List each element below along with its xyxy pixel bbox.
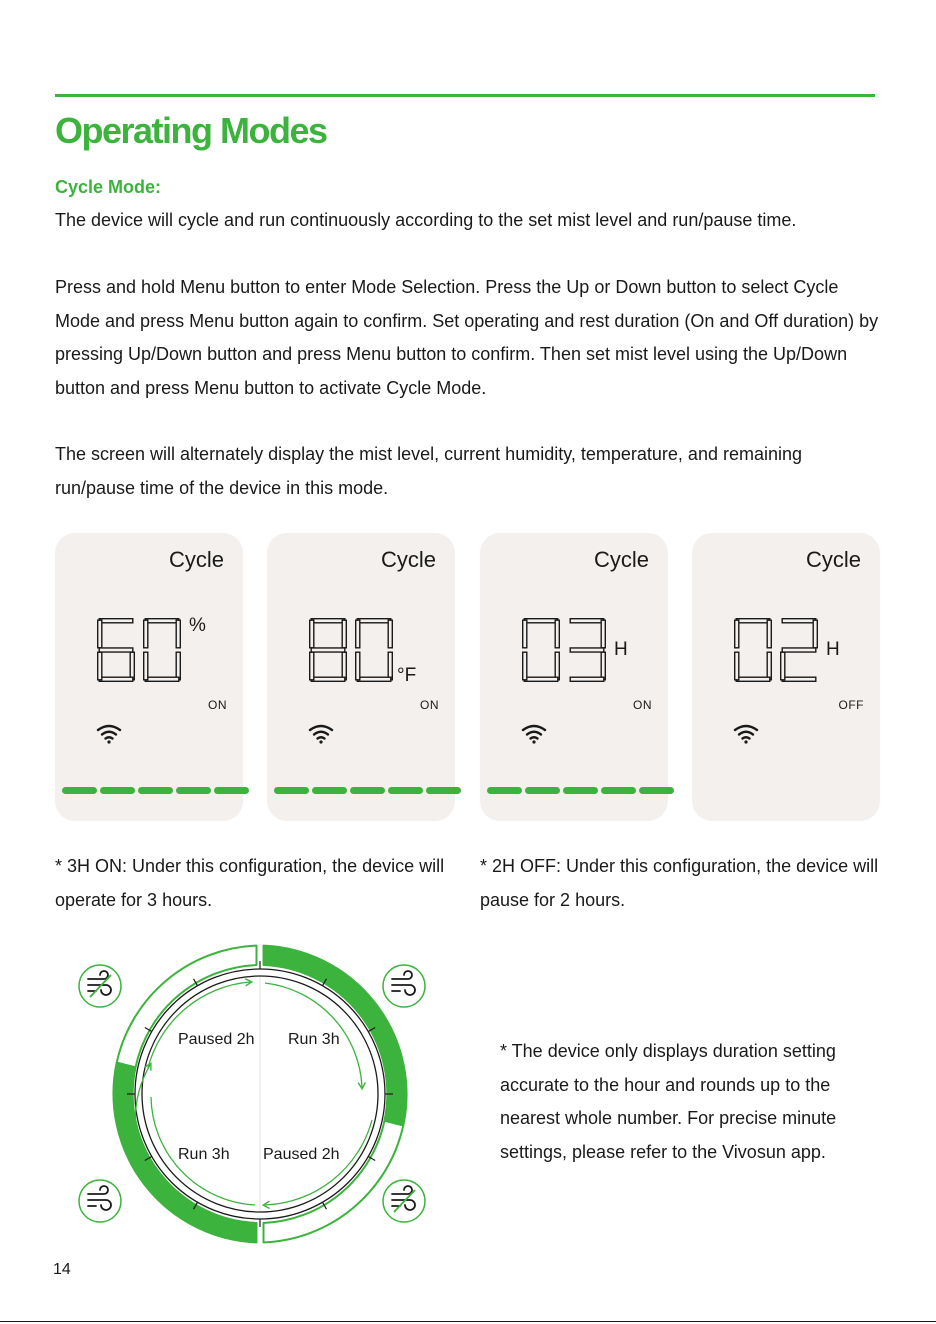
display-info-paragraph: The screen will alternately display the mist level, current humidity, temperature, and remaining run/pause time of the device in this mode. [55,444,802,498]
mist-off-icon [79,965,121,1007]
panel-state: OFF [838,698,864,712]
mist-level-bar [639,787,674,794]
display-panel-humidity [55,533,243,821]
mist-level-bar [312,787,347,794]
panel-unit: H [614,639,628,660]
mist-level-bar [138,787,173,794]
digit-8 [309,618,347,682]
digit-0 [522,618,560,682]
diagram-label-paused-top: Paused 2h [178,1031,255,1048]
diagram-label-run-top: Run 3h [288,1031,340,1048]
panel-state: ON [208,698,227,712]
mist-level-bar [176,787,211,794]
panel-digits [732,618,822,688]
header-rule [55,94,875,97]
digit-3 [570,618,607,682]
digit-0 [143,618,181,682]
digit-2 [780,618,818,682]
mist-level-bar [214,787,249,794]
panel-unit: °F [397,665,417,686]
mist-level-bar [525,787,560,794]
mist-icon [383,965,425,1007]
digit-0 [734,618,772,682]
digit-0 [355,618,393,682]
wifi-icon [307,723,335,745]
diagram-label-run-bottom: Run 3h [178,1146,230,1163]
mist-level-bar [62,787,97,794]
display-panel-run-time [480,533,668,821]
mist-level-bar [563,787,598,794]
pause-arc-top-left [117,946,257,1068]
mist-level-bars [62,787,249,794]
mist-level-bar [426,787,461,794]
display-panel-temperature [267,533,455,821]
panel-mode-label: Cycle [380,547,436,572]
panel-digits [520,618,610,688]
wifi-icon [520,723,548,745]
panel-digits [95,618,185,688]
panel-state: ON [633,698,652,712]
intro-paragraph: The device will cycle and run continuously according to the set mist level and run/pause time. [55,210,797,230]
digit-6 [97,618,135,682]
page-title: Operating Modes [55,110,327,151]
panel-digits [307,618,397,688]
panel-mode-label: Cycle [168,547,224,572]
section-heading: Cycle Mode: [55,177,162,197]
flow-arrow-paused-top [148,982,250,1068]
instructions-paragraph: Press and hold Menu button to enter Mode Selection. Press the Up or Down button to select Cycle Mode and press Menu button again to confirm. Set operating and rest duration (On and Off duration) by pressing Up/Down button and press Menu button to confirm. Then set mist level using the Up/Down button and press Menu button to activate Cycle Mode. [55,277,879,398]
mist-off-icon [383,1180,425,1222]
on-duration-note: * 3H ON: Under this configuration, the device will operate for 3 hours. [55,856,445,910]
footer-rule [0,1321,936,1322]
cycle-diagram [70,935,450,1255]
panel-unit: H [826,639,840,660]
panel-mode-label: Cycle [805,547,861,572]
wifi-icon [732,723,760,745]
mist-icon [79,1180,121,1222]
panel-mode-label: Cycle [593,547,649,572]
off-duration-note: * 2H OFF: Under this configuration, the device will pause for 2 hours. [480,856,879,910]
mist-level-bars [487,787,674,794]
mist-level-bar [601,787,636,794]
rounding-note: * The device only displays duration setting accurate to the hour and rounds up to the nearest whole number. For precise minute settings, please refer to the Vivosun app. [500,1041,837,1162]
mist-level-bar [388,787,423,794]
mist-level-bar [487,787,522,794]
panel-unit: % [189,615,206,636]
diagram-label-paused-bottom: Paused 2h [263,1146,340,1163]
mist-level-bar [274,787,309,794]
display-panel-pause-time [692,533,880,821]
page-number: 14 [53,1261,71,1278]
wifi-icon [95,723,123,745]
mist-level-bar [350,787,385,794]
mist-level-bars [274,787,461,794]
pause-arc-bottom-right [264,1121,404,1243]
mist-level-bar [100,787,135,794]
panel-state: ON [420,698,439,712]
